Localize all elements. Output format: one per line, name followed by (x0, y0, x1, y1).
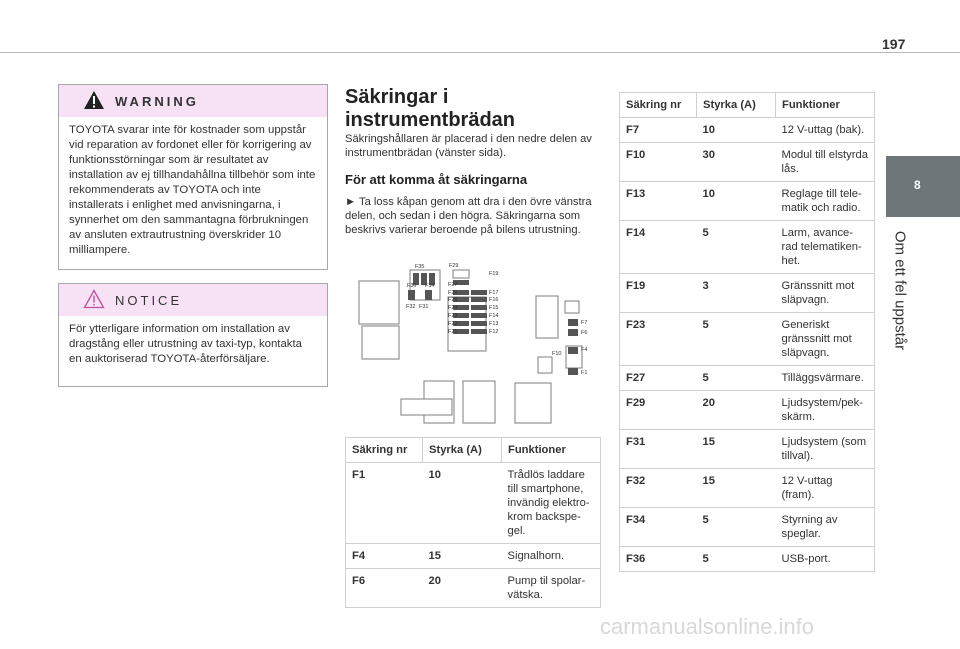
svg-text:F36: F36 (407, 283, 417, 289)
table-row: F34 5 Styrning av speglar. (620, 508, 875, 547)
notice-text: För ytterligare information om installation av dragstång eller utrustning av taxi-typ, kontakta en auktoriserad TOYOTA-återförsäljare. (69, 323, 303, 365)
svg-text:F13: F13 (489, 321, 499, 327)
intro-text: Säkringshållaren är placerad i den nedre delen av instrumentbrädan (vänster sida). (345, 133, 592, 159)
svg-text:F4: F4 (581, 347, 588, 353)
svg-text:F24: F24 (448, 305, 458, 311)
svg-text:F17: F17 (489, 290, 499, 296)
chapter-title-vertical (880, 218, 920, 378)
svg-text:F15: F15 (489, 305, 499, 311)
table-row: F31 15 Ljudsystem (som tillval). (620, 430, 875, 469)
fuse-table-2 (619, 92, 875, 572)
warning-triangle-icon (83, 90, 105, 110)
svg-text:F27: F27 (448, 282, 458, 288)
notice-header (59, 284, 327, 316)
svg-text:F32: F32 (406, 304, 416, 310)
warning-header (59, 85, 327, 117)
svg-text:F12: F12 (489, 329, 499, 335)
svg-text:F10: F10 (552, 351, 562, 357)
table-row: F1 10 Trådlös laddare till smartphone, invändig elektro-krom backspe-gel. (346, 463, 601, 544)
svg-text:F21: F21 (448, 329, 458, 335)
table-row: F14 5 Larm, avance-rad telematiken-het. (620, 221, 875, 274)
svg-text:F16: F16 (489, 297, 499, 303)
svg-text:F6: F6 (581, 330, 588, 336)
table-row: F19 3 Gränssnitt mot släpvagn. (620, 274, 875, 313)
table-row: F13 10 Reglage till tele-matik och radio. (620, 182, 875, 221)
table-row: F7 10 12 V-uttag (bak). (620, 118, 875, 143)
header-rule (0, 52, 960, 53)
svg-text:F22: F22 (448, 321, 458, 327)
subheading: För att komma åt säkringarna (345, 172, 528, 187)
chapter-title: Om ett fel uppstår (891, 230, 909, 351)
table-row: F27 5 Tilläggsvärmare. (620, 366, 875, 391)
svg-text:F1: F1 (581, 370, 588, 376)
svg-text:F14: F14 (489, 313, 499, 319)
watermark: carmanualsonline.info (600, 614, 815, 639)
warning-title: WARNING (115, 94, 199, 109)
table-row: F23 5 Generiskt gränssnitt mot släpvagn. (620, 313, 875, 366)
svg-text:F25: F25 (448, 297, 458, 303)
page-number: 197 (882, 36, 906, 52)
svg-text:F23: F23 (448, 313, 458, 319)
chapter-number: 8 (914, 178, 921, 192)
svg-text:F31: F31 (419, 304, 429, 310)
notice-title: NOTICE (115, 293, 183, 308)
svg-text:F29: F29 (449, 263, 459, 269)
table-row: F10 30 Modul till elstyrda lås. (620, 143, 875, 182)
svg-text:F35: F35 (415, 264, 425, 270)
section-heading: Säkringar i instrumentbrädan (345, 86, 516, 131)
table-header-row: Säkring nr Styrka (A) Funktioner (620, 93, 875, 118)
table-row: F29 20 Ljudsystem/pek-skärm. (620, 391, 875, 430)
table-row: F32 15 12 V-uttag (fram). (620, 469, 875, 508)
warning-box (58, 84, 328, 270)
warning-text: TOYOTA svarar inte för kostnader som uppstår vid reparation av fordonet eller för korrigering av funktionsstörningar som är resultatet av installation av ej tillhandahållna tillbehör som inte rekommenderats av TOYOTA och inte installerats i enlighet med anvisningarna, i synnerhet om den sammantagna förbrukningen av ansluten extrautrustning överskrider 10 milliampere. (69, 124, 316, 256)
table-header-row: Säkring nr Styrka (A) Funktioner (346, 438, 601, 463)
steps-text: ► Ta loss kåpan genom att dra i den övre vänstra delen, och sedan i den högra. Säkringarna som beskrivs varierar beroende på bilens utrustning. (345, 196, 592, 236)
fuse-box-diagram (345, 256, 600, 426)
svg-text:F26: F26 (448, 290, 458, 296)
fuse-table-1 (345, 437, 601, 608)
svg-text:F7: F7 (581, 320, 588, 326)
svg-text:F34: F34 (425, 283, 435, 289)
notice-triangle-icon (83, 289, 105, 309)
chapter-tab[interactable] (886, 156, 960, 217)
svg-text:F19: F19 (489, 271, 499, 277)
table-row: F36 5 USB-port. (620, 547, 875, 572)
table-row: F6 20 Pump til spolar-vätska. (346, 569, 601, 608)
table-row: F4 15 Signalhorn. (346, 544, 601, 569)
notice-box (58, 283, 328, 387)
